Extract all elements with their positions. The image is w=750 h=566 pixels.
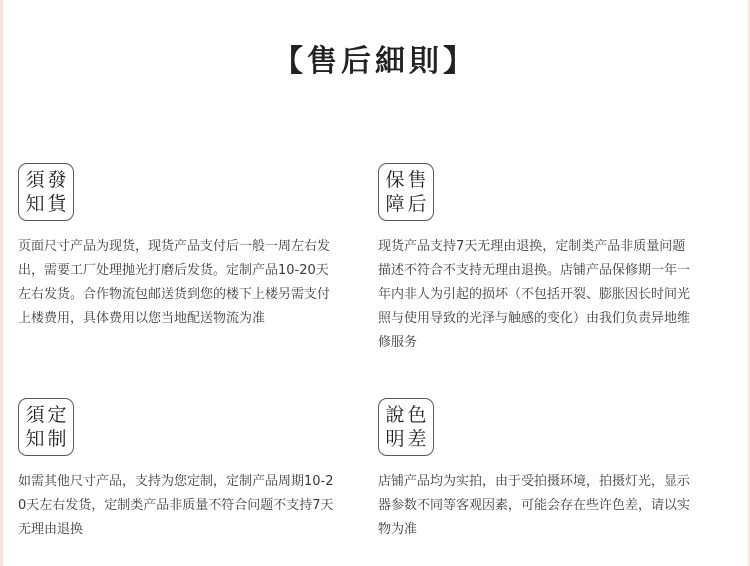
seal-char: 定 bbox=[47, 404, 67, 426]
shipping-notice-seal bbox=[18, 163, 74, 221]
seal-char: 須 bbox=[25, 169, 45, 191]
custom-order-notice-text: 如需其他尺寸产品，支持为您定制，定制产品周期10-20天左右发货，定制类产品非质量不符合问题不支持7天无理由退换 bbox=[18, 474, 334, 537]
color-difference-text: 店铺产品均为实拍，由于受拍摄环境，拍摄灯光，显示器参数不同等客观因素，可能会存在些许色差，请以实物为准 bbox=[378, 474, 691, 537]
after-sales-guarantee-text: 现货产品支持7天无理由退换，定制类产品非质量问题描述不符合不支持无理由退换。店铺产品保修期一年一年内非人为引起的损坏（不包括开裂、膨胀因长时间光照与使用导致的光泽与触感的变化）由我们负责异地维修服务 bbox=[378, 239, 691, 350]
shipping-notice-section bbox=[18, 163, 348, 331]
seal-char: 色 bbox=[407, 404, 427, 426]
seal-char: 障 bbox=[385, 193, 405, 215]
color-difference-section bbox=[378, 398, 708, 542]
seal-char: 知 bbox=[25, 428, 45, 450]
seal-char: 明 bbox=[385, 428, 405, 450]
seal-char: 制 bbox=[47, 428, 67, 450]
seal-char: 貨 bbox=[47, 193, 67, 215]
custom-order-notice-seal bbox=[18, 398, 74, 456]
seal-char: 知 bbox=[25, 193, 45, 215]
seal-char: 差 bbox=[407, 428, 427, 450]
left-edge-border bbox=[0, 0, 3, 566]
seal-char: 發 bbox=[47, 169, 67, 191]
seal-char: 后 bbox=[407, 193, 427, 215]
seal-char: 說 bbox=[385, 404, 405, 426]
seal-char: 保 bbox=[385, 169, 405, 191]
custom-order-notice-section bbox=[18, 398, 348, 542]
seal-char: 須 bbox=[25, 404, 45, 426]
shipping-notice-text: 页面尺寸产品为现货，现货产品支付后一般一周左右发出，需要工厂处理抛光打磨后发货。定制产品10-20天左右发货。合作物流包邮送货到您的楼下上楼另需支付上楼费用，具体费用以您当地配送物流为准 bbox=[18, 239, 331, 326]
color-difference-seal bbox=[378, 398, 434, 456]
page-title: 【售后細則】 bbox=[273, 44, 477, 79]
after-sales-guarantee-seal bbox=[378, 163, 434, 221]
seal-char: 售 bbox=[407, 169, 427, 191]
after-sales-guarantee-section bbox=[378, 163, 708, 355]
